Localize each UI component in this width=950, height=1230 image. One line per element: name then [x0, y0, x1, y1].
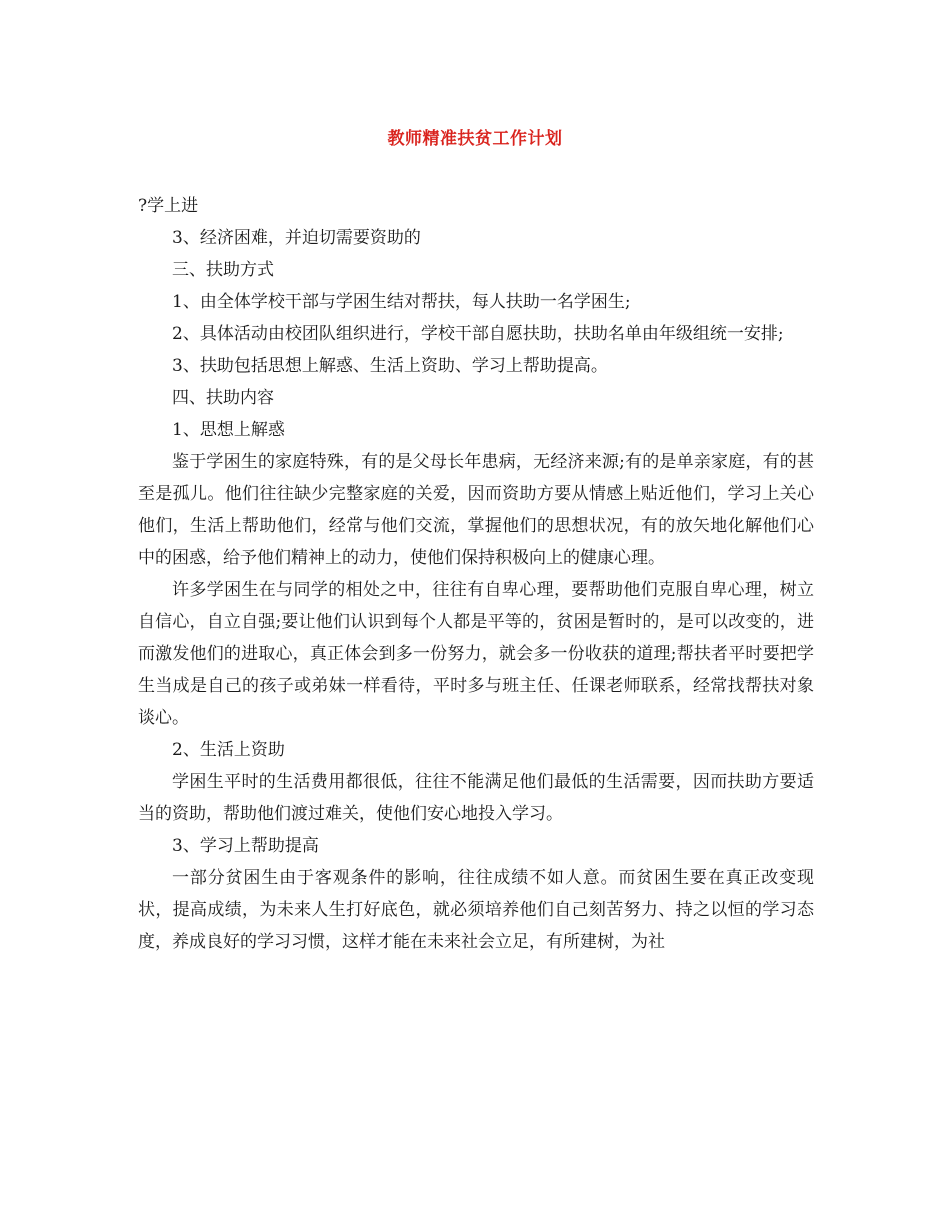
subheading-3: 3、学习上帮助提高	[172, 836, 319, 856]
paragraph-5: 2、具体活动由校团队组织进行，学校干部自愿扶助，扶助名单由年级组统一安排;	[172, 324, 784, 344]
document-title: 教师精准扶贫工作计划	[387, 129, 563, 149]
paragraph-1: ?学上进	[138, 196, 199, 216]
document-body	[138, 190, 814, 958]
paragraph-2: 3、经济困难，并迫切需要资助的	[172, 228, 421, 248]
paragraph-9: 鉴于学困生的家庭特殊，有的是父母长年患病，无经济来源;有的是单亲家庭，有的甚至是孤儿。他们往往缺少完整家庭的关爱，因而资助方要从情感上贴近他们，学习上关心他们，生活上帮助他们，经常与他们交流，掌握他们的思想状况，有的放矢地化解他们心中的困惑，给予他们精神上的动力，使他们保持积极向上的健康心理。	[138, 452, 814, 568]
section-heading-3: 三、扶助方式	[172, 260, 274, 280]
subheading-1: 1、思想上解惑	[172, 420, 285, 440]
paragraph-10: 许多学困生在与同学的相处之中，往往有自卑心理，要帮助他们克服自卑心理，树立自信心，自立自强;要让他们认识到每个人都是平等的，贫困是暂时的，是可以改变的，进而激发他们的进取心，真正体会到多一份努力，就会多一份收获的道理;帮扶者平时要把学生当成是自己的孩子或弟妹一样看待，平时多与班主任、任课老师联系，经常找帮扶对象谈心。	[138, 580, 814, 728]
paragraph-12: 学困生平时的生活费用都很低，往往不能满足他们最低的生活需要，因而扶助方要适当的资助，帮助他们渡过难关，使他们安心地投入学习。	[138, 772, 814, 824]
section-heading-4: 四、扶助内容	[172, 388, 274, 408]
paragraph-6: 3、扶助包括思想上解惑、生活上资助、学习上帮助提高。	[172, 356, 608, 376]
subheading-2: 2、生活上资助	[172, 740, 285, 760]
paragraph-4: 1、由全体学校干部与学困生结对帮扶，每人扶助一名学困生;	[172, 292, 631, 312]
paragraph-14: 一部分贫困生由于客观条件的影响，往往成绩不如人意。而贫困生要在真正改变现状，提高成绩，为未来人生打好底色，就必须培养他们自己刻苦努力、持之以恒的学习态度，养成良好的学习习惯，这样才能在未来社会立足，有所建树，为社	[138, 868, 814, 952]
